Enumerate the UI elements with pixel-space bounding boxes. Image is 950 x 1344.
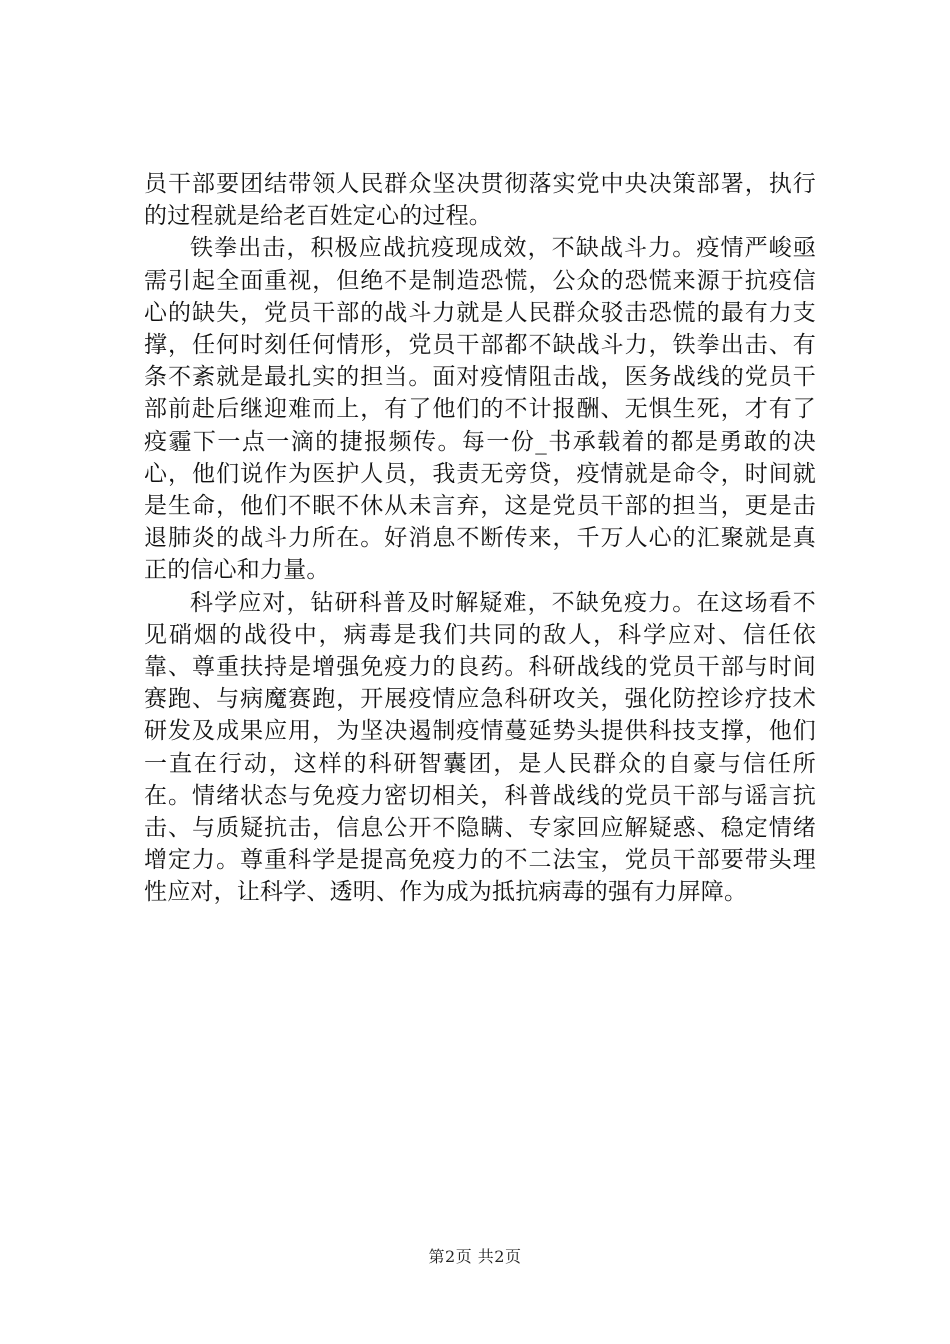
paragraph-science: 科学应对，钻研科普及时解疑难，不缺免疫力。在这场看不见硝烟的战役中，病毒是我们共同的敌人，科学应对、信任依靠、尊重扶持是增强免疫力的良药。科研战线的党员干部与时间赛跑、与病魔赛跑，开展疫情应急科研攻关，强化防控诊疗技术研发及成果应用，为坚决遏制疫情蔓延势头提供科技支撑，他们一直在行动，这样的科研智囊团，是人民群众的自豪与信任所在。情绪状态与免疫力密切相关，科普战线的党员干部与谣言抗击、与质疑抗击，信息公开不隐瞒、专家回应解疑惑、稳定情绪增定力。尊重科学是提高免疫力的不二法宝，党员干部要带头理性应对，让科学、透明、作为成为抵抗病毒的强有力屏障。 <box>144 589 816 906</box>
paragraph-continuation: 员干部要团结带领人民群众坚决贯彻落实党中央决策部署，执行的过程就是给老百姓定心的过程。 <box>144 171 816 230</box>
paragraph-iron-fist: 铁拳出击，积极应战抗疫现成效，不缺战斗力。疫情严峻亟需引起全面重视，但绝不是制造恐慌，公众的恐慌来源于抗疫信心的缺失，党员干部的战斗力就是人民群众驳击恐慌的最有力支撑，任何时刻任何情形，党员干部都不缺战斗力，铁拳出击、有条不紊就是最扎实的担当。面对疫情阻击战，医务战线的党员干部前赴后继迎难而上，有了他们的不计报酬、无惧生死，才有了疫霾下一点一滴的捷报频传。每一份_书承载着的都是勇敢的决心，他们说作为医护人员，我责无旁贷，疫情就是命令，时间就是生命，他们不眠不休从未言弃，这是党员干部的担当，更是击退肺炎的战斗力所在。好消息不断传来，千万人心的汇聚就是真正的信心和力量。 <box>144 235 816 584</box>
page-footer: 第2页 共2页 <box>428 1247 522 1266</box>
document-body <box>144 168 816 909</box>
